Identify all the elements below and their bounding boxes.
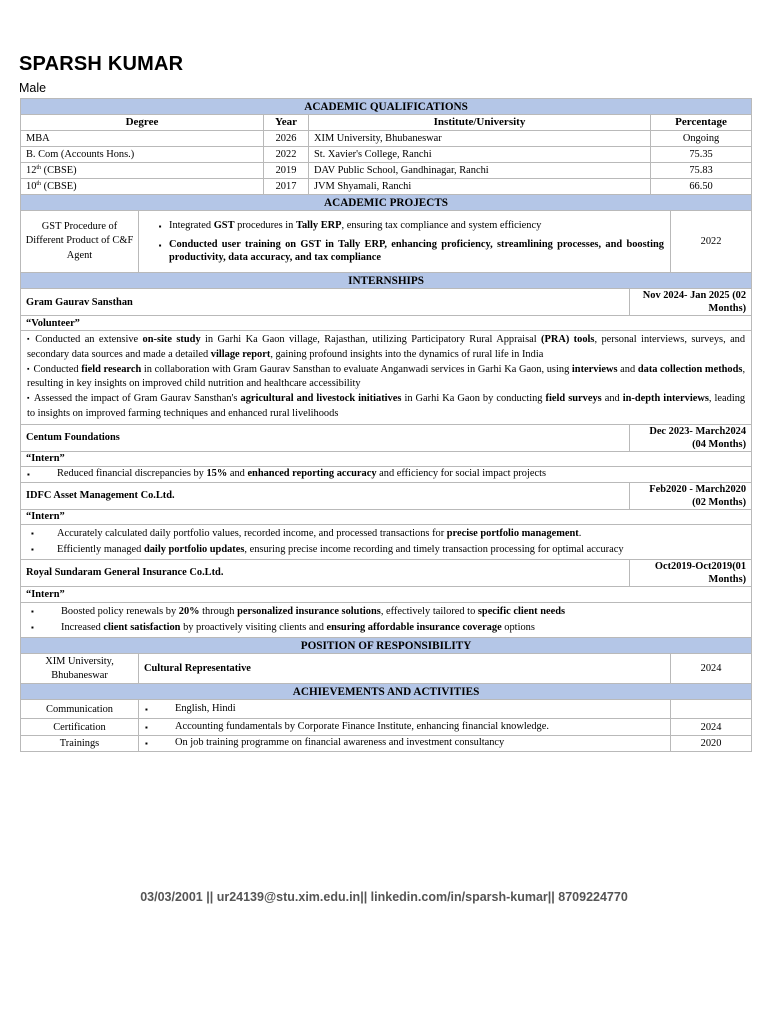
internship-role: “Volunteer” bbox=[21, 316, 752, 331]
internship-header bbox=[21, 482, 752, 509]
contact-footer: 03/03/2001 || ur24139@stu.xim.edu.in|| linkedin.com/in/sparsh-kumar|| 8709224770 bbox=[140, 890, 628, 904]
internship-details bbox=[21, 524, 752, 559]
year-cell: 2022 bbox=[264, 147, 309, 163]
list-item: ▪ Assessed the impact of Gram Gaurav Sansthan's agricultural and livestock initiatives in Garhi Ka Gaon by conducting field surveys and in-depth interviews, leading to insights on improved farming techniques and enhanced rural livelihoods bbox=[27, 393, 746, 419]
project-row bbox=[21, 211, 752, 273]
institute-cell: XIM University, Bhubaneswar bbox=[309, 131, 651, 147]
bullet-icon: ▪ bbox=[145, 739, 148, 749]
institute-cell: JVM Shyamali, Ranchi bbox=[309, 179, 651, 195]
bullet-icon: ▪ bbox=[27, 469, 30, 479]
list-item: ▪ Conducted an extensive on-site study in Garhi Ka Gaon village, Rajasthan, utilizing Participatory Rural Appraisal (PRA) tools, personal interviews, surveys, and secondary data sources and made a detailed village report, gaining profound insights into the dynamics of rural life in India bbox=[27, 334, 746, 360]
internship-details bbox=[21, 466, 752, 482]
internship-role: “Intern” bbox=[21, 451, 752, 466]
percentage-cell: Ongoing bbox=[651, 131, 752, 147]
list-item: ▪ Integrated GST procedures in Tally ERP, ensuring tax compliance and system efficiency bbox=[151, 219, 664, 234]
internship-details bbox=[21, 331, 752, 425]
list-item: ▪ Reduced financial discrepancies by 15% and enhanced reporting accuracy and efficiency for social impact projects bbox=[27, 467, 746, 482]
org-name: IDFC Asset Management Co.Ltd. bbox=[21, 482, 630, 509]
bullet-icon: ▪ bbox=[158, 241, 162, 250]
table-row bbox=[21, 179, 752, 195]
table-row bbox=[21, 131, 752, 147]
achievement-label: Certification bbox=[21, 719, 139, 736]
section-position-of-responsibility: POSITION OF RESPONSIBILITY bbox=[21, 638, 752, 654]
bullet-icon: ▪ bbox=[158, 222, 162, 231]
bullet-icon: ▪ bbox=[27, 335, 32, 343]
degree-cell: 12th (CBSE) bbox=[21, 163, 264, 179]
percentage-cell: 66.50 bbox=[651, 179, 752, 195]
internship-dates: Oct2019-Oct2019(01 Months) bbox=[630, 559, 752, 586]
table-row bbox=[21, 700, 752, 719]
achievement-text: ▪ On job training programme on financial awareness and investment consultancy bbox=[139, 736, 671, 752]
internship-dates: Dec 2023- March2024 (04 Months) bbox=[630, 424, 752, 451]
col-percentage: Percentage bbox=[651, 115, 752, 131]
resume-table bbox=[20, 98, 752, 752]
org-name: Royal Sundaram General Insurance Co.Ltd. bbox=[21, 559, 630, 586]
institute-cell: St. Xavier's College, Ranchi bbox=[309, 147, 651, 163]
table-row bbox=[21, 147, 752, 163]
section-academic-qualifications: ACADEMIC QUALIFICATIONS bbox=[21, 99, 752, 115]
bullet-icon: ▪ bbox=[31, 544, 34, 554]
por-year: 2024 bbox=[671, 654, 752, 684]
list-item: ▪ Conducted user training on GST in Tally ERP, enhancing proficiency, streamlining processes, and boosting productivity, data accuracy, and tax compliance bbox=[151, 238, 664, 264]
percentage-cell: 75.35 bbox=[651, 147, 752, 163]
achievement-text: ▪ English, Hindi bbox=[139, 700, 671, 719]
candidate-gender: Male bbox=[19, 81, 47, 95]
project-name: GST Procedure of Different Product of C&F Agent bbox=[21, 211, 139, 273]
degree-cell: MBA bbox=[21, 131, 264, 147]
list-item: ▪ Conducted field research in collaboration with Gram Gaurav Sansthan to evaluate Anganwadi services in Garhi Ka Gaon, using interviews and data collection methods, resulting in key insights on improved child nutrition and healthcare accessibility bbox=[27, 363, 746, 390]
org-name: Centum Foundations bbox=[21, 424, 630, 451]
achievement-year bbox=[671, 700, 752, 719]
internship-dates: Nov 2024- Jan 2025 (02 Months) bbox=[630, 289, 752, 316]
col-year: Year bbox=[264, 115, 309, 131]
section-achievements: ACHIEVEMENTS AND ACTIVITIES bbox=[21, 684, 752, 700]
degree-cell: 10th (CBSE) bbox=[21, 179, 264, 195]
achievement-label: Communication bbox=[21, 700, 139, 719]
col-institute: Institute/University bbox=[309, 115, 651, 131]
list-item: ▪ Efficiently managed daily portfolio updates, ensuring precise income recording and timely transaction processing for optimal accuracy bbox=[27, 542, 745, 558]
internship-dates: Feb2020 - March2020 (02 Months) bbox=[630, 482, 752, 509]
por-role: Cultural Representative bbox=[139, 654, 671, 684]
section-academic-projects: ACADEMIC PROJECTS bbox=[21, 195, 752, 211]
candidate-name: SPARSH KUMAR bbox=[19, 53, 184, 75]
bullet-icon: ▪ bbox=[145, 722, 148, 732]
internship-header bbox=[21, 559, 752, 586]
list-item: ▪ Boosted policy renewals by 20% through personalized insurance solutions, effectively tailored to specific client needs bbox=[27, 604, 745, 620]
year-cell: 2017 bbox=[264, 179, 309, 195]
year-cell: 2019 bbox=[264, 163, 309, 179]
bullet-icon: ▪ bbox=[27, 364, 30, 373]
table-row bbox=[21, 736, 752, 752]
col-degree: Degree bbox=[21, 115, 264, 131]
year-cell: 2026 bbox=[264, 131, 309, 147]
percentage-cell: 75.83 bbox=[651, 163, 752, 179]
list-item: ▪ Increased client satisfaction by proactively visiting clients and ensuring affordable insurance coverage options bbox=[27, 620, 745, 636]
institute-cell: DAV Public School, Gandhinagar, Ranchi bbox=[309, 163, 651, 179]
bullet-icon: ▪ bbox=[145, 704, 148, 714]
bullet-icon: ▪ bbox=[31, 528, 34, 538]
internship-header bbox=[21, 424, 752, 451]
project-bullets bbox=[139, 211, 671, 273]
internship-role: “Intern” bbox=[21, 586, 752, 602]
org-name: Gram Gaurav Sansthan bbox=[21, 289, 630, 316]
por-org: XIM University, Bhubaneswar bbox=[21, 654, 139, 684]
internship-details bbox=[21, 602, 752, 637]
section-internships: INTERNSHIPS bbox=[21, 273, 752, 289]
bullet-icon: ▪ bbox=[31, 606, 34, 616]
achievement-label: Trainings bbox=[21, 736, 139, 752]
achievement-year: 2024 bbox=[671, 719, 752, 736]
internship-header bbox=[21, 289, 752, 316]
table-row bbox=[21, 719, 752, 736]
list-item: ▪ Accurately calculated daily portfolio values, recorded income, and processed transactions for precise portfolio management. bbox=[27, 526, 745, 542]
bullet-icon: ▪ bbox=[27, 394, 30, 403]
internship-role: “Intern” bbox=[21, 509, 752, 524]
achievement-year: 2020 bbox=[671, 736, 752, 752]
degree-cell: B. Com (Accounts Hons.) bbox=[21, 147, 264, 163]
achievement-text: ▪ Accounting fundamentals by Corporate Finance Institute, enhancing financial knowledge. bbox=[139, 719, 671, 736]
project-year: 2022 bbox=[671, 211, 752, 273]
por-row bbox=[21, 654, 752, 684]
bullet-icon: ▪ bbox=[31, 622, 34, 632]
table-row bbox=[21, 163, 752, 179]
